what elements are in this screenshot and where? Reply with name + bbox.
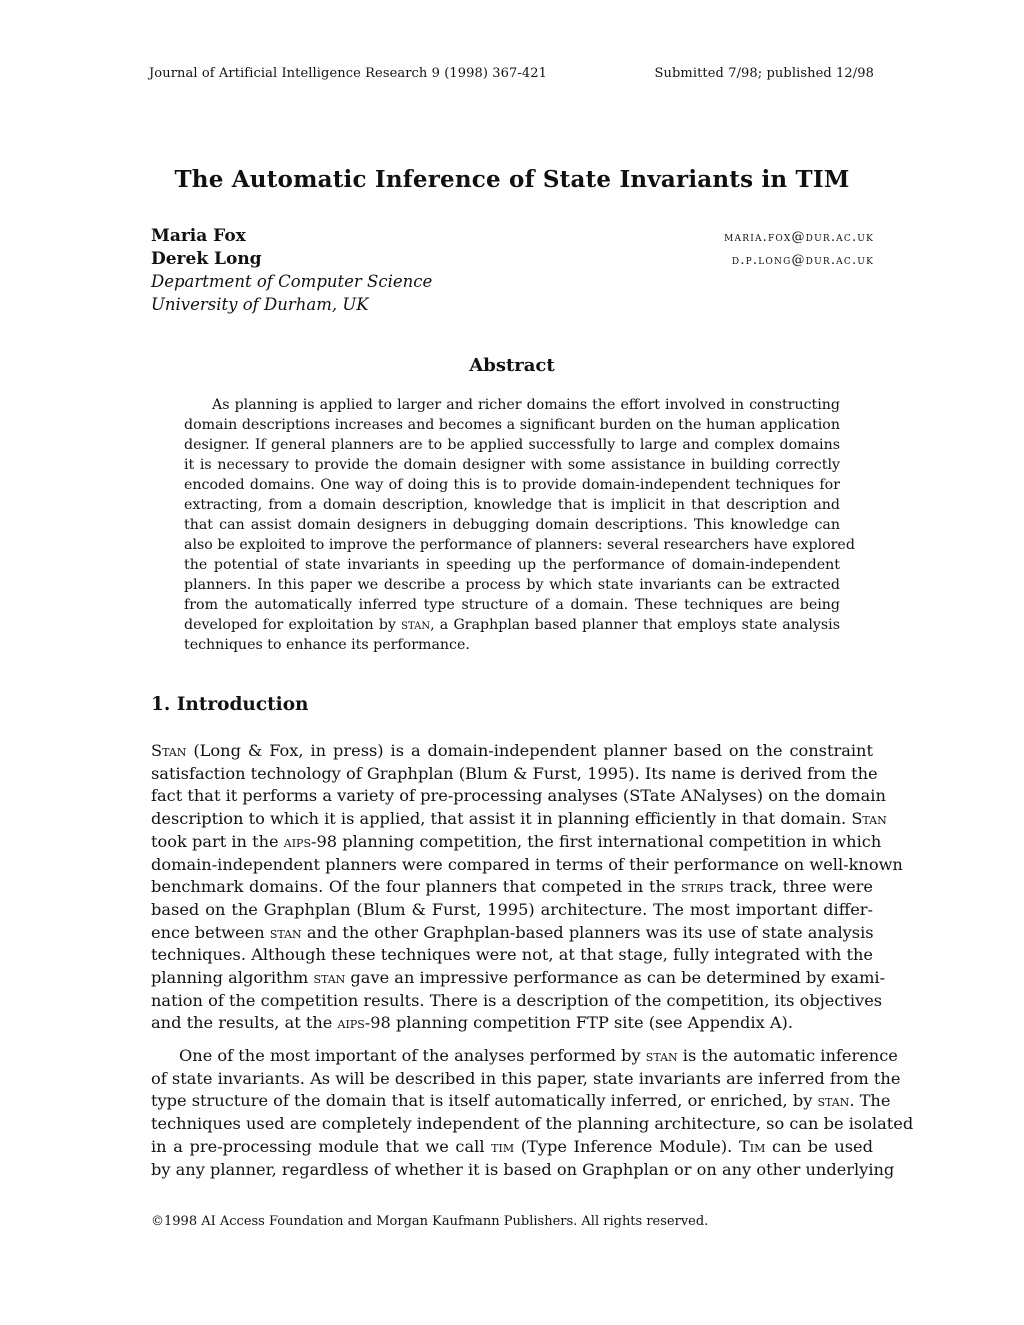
aips-name: aips — [283, 831, 311, 851]
tim-name: tim — [491, 1136, 515, 1156]
aips-name: aips — [337, 1013, 365, 1033]
tim-name: Tim — [738, 1136, 766, 1156]
running-header — [149, 66, 874, 81]
intro-paragraph-1 — [151, 740, 903, 1035]
stan-name: stan — [817, 1091, 850, 1111]
abstract-line: designer. If general planners are to be applied successfully to large and complex domains — [184, 437, 840, 453]
abstract-line: the potential of state invariants in speeding up the performance of domain-independent — [184, 557, 840, 573]
stan-name: stan — [401, 617, 431, 633]
body-line: based on the Graphplan (Blum & Furst, 1995) architecture. The most important differ- — [151, 899, 873, 919]
abstract-line: encoded domains. One way of doing this is to provide domain-independent techniques for — [184, 477, 840, 493]
stan-name: stan — [645, 1046, 678, 1065]
abstract-heading: Abstract — [469, 355, 555, 376]
stan-name: stan — [269, 922, 302, 942]
body-line: planning algorithm stan gave an impressive performance as can be determined by exami- — [151, 968, 886, 988]
body-line: ence between stan and the other Graphplan-based planners was its use of state analysis — [151, 922, 874, 942]
body-line: took part in the aips-98 planning competition, the first international competition in which — [151, 831, 882, 851]
abstract-line: As planning is applied to larger and richer domains the effort involved in constructing — [212, 397, 840, 413]
stan-name: stan — [313, 968, 346, 988]
affiliation-university: University of Durham, UK — [151, 295, 369, 314]
body-line: of state invariants. As will be described in this paper, state invariants are inferred from the — [151, 1068, 901, 1088]
intro-paragraph-2 — [151, 1045, 914, 1181]
section-heading: 1. Introduction — [151, 694, 309, 715]
body-line: type structure of the domain that is itself automatically inferred, or enriched, by stan. The — [151, 1091, 891, 1111]
stan-name: Stan — [151, 741, 187, 760]
abstract-line: techniques to enhance its performance. — [184, 637, 470, 653]
body-line: by any planner, regardless of whether it is based on Graphplan or on any other underlying — [151, 1159, 895, 1179]
body-line: nation of the competition results. There is a description of the competition, its objectives — [151, 990, 883, 1010]
abstract-line: from the automatically inferred type structure of a domain. These techniques are being — [184, 597, 840, 613]
author-email[interactable]: maria.fox@dur.ac.uk — [724, 230, 874, 245]
abstract-line: also be exploited to improve the performance of planners: several researchers have explored — [184, 537, 855, 553]
body-line: satisfaction technology of Graphplan (Blum & Furst, 1995). Its name is derived from the — [151, 763, 878, 783]
body-line: in a pre-processing module that we call tim (Type Inference Module). Tim can be used — [151, 1136, 873, 1156]
abstract-line: extracting, from a domain description, knowledge that is implicit in that description and — [184, 497, 840, 513]
author-row — [151, 249, 874, 269]
body-line: and the results, at the aips-98 planning competition FTP site (see Appendix A). — [151, 1013, 794, 1033]
body-line: fact that it performs a variety of pre-processing analyses (STate ANalyses) on the domain — [151, 786, 886, 806]
abstract-line: planners. In this paper we describe a process by which state invariants can be extracted — [184, 577, 840, 593]
body-line: domain-independent planners were compared in terms of their performance on well-known — [151, 854, 903, 874]
body-line: benchmark domains. Of the four planners that competed in the strips track, three were — [151, 877, 873, 897]
abstract-line: that can assist domain designers in debugging domain descriptions. This knowledge can — [184, 517, 840, 533]
author-name: Maria Fox — [151, 226, 246, 246]
copyright-footer: ©1998 AI Access Foundation and Morgan Kaufmann Publishers. All rights reserved. — [151, 1214, 709, 1229]
strips-name: strips — [681, 877, 724, 897]
paper-title: The Automatic Inference of State Invariants in TIM — [174, 166, 850, 193]
body-line: description to which it is applied, that assist it in planning efficiently in that domain. Stan — [151, 809, 887, 829]
author-row — [151, 226, 874, 246]
body-line: One of the most important of the analyses performed by stan is the automatic inference — [179, 1046, 898, 1065]
body-line: techniques used are completely independent of the planning architecture, so can be isolated — [151, 1114, 914, 1134]
author-name: Derek Long — [151, 249, 262, 269]
abstract-line: domain descriptions increases and becomes a significant burden on the human application — [184, 417, 840, 433]
stan-name: Stan — [851, 809, 887, 829]
body-line: techniques. Although these techniques were not, at that stage, fully integrated with the — [151, 945, 873, 965]
body-line: Stan (Long & Fox, in press) is a domain-independent planner based on the constraint — [151, 741, 873, 760]
submission-dates: Submitted 7/98; published 12/98 — [654, 66, 874, 81]
journal-citation: Journal of Artificial Intelligence Research 9 (1998) 367-421 — [149, 66, 548, 81]
author-email[interactable]: d.p.long@dur.ac.uk — [731, 253, 874, 268]
abstract-body — [184, 395, 855, 655]
abstract-line: developed for exploitation by stan, a Graphplan based planner that employs state analysis — [184, 617, 841, 633]
affiliation-department: Department of Computer Science — [151, 272, 433, 291]
abstract-line: it is necessary to provide the domain designer with some assistance in building correctly — [184, 457, 840, 473]
